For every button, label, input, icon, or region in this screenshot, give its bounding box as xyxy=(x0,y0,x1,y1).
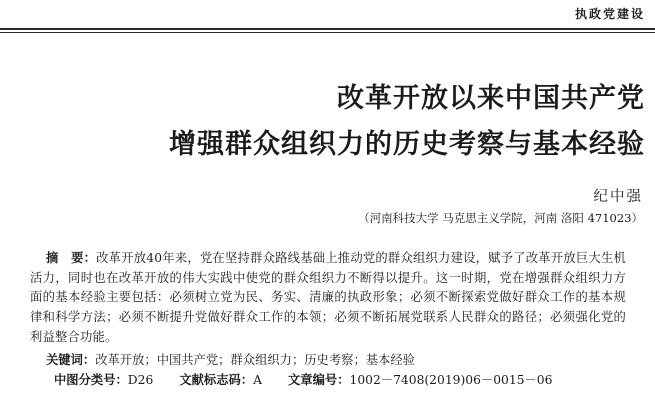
title-line-2: 增强群众组织力的历史考察与基本经验 xyxy=(169,129,645,160)
keywords-text: 改革开放；中国共产党；群众组织力；历史考察；基本经验 xyxy=(95,353,415,367)
section-tag: 执政党建设 xyxy=(574,7,645,21)
abstract-text: 改革开放40年来，党在坚持群众路线基础上推动党的群众组织力建设，赋予了改革开放巨大生机活力，同时也在改革开放的伟大实践中使党的群众组织力不断得以提升。这一时期，党在增强群众组织力方面的基本经验主要包括：必须树立党为民、务实、清廉的执政形象；必须不断探索党做好群众工作的基本规律和科学方法；必须不断提升党做好群众工作的本领；必须不断拓展党联系人民群众的路径；必须强化党的利益整合功能。 xyxy=(30,251,626,344)
clc-code: 中图分类号：D26 xyxy=(54,373,154,387)
author-name: 纪中强 xyxy=(593,189,643,205)
abstract xyxy=(30,249,626,348)
keywords xyxy=(46,350,626,368)
author-affiliation: （河南科技大学 马克思主义学院，河南 洛阳 471023） xyxy=(358,211,643,225)
classification-codes xyxy=(54,370,634,388)
document-code: 文献标志码：A xyxy=(179,373,262,387)
header-rule xyxy=(0,28,655,30)
abstract-label: 摘 要： xyxy=(46,251,97,265)
article-number: 文章编号：1002－7408(2019)06－0015－06 xyxy=(288,373,553,387)
keywords-label: 关键词： xyxy=(46,353,96,367)
header-rule-thin xyxy=(0,32,655,33)
title-line-1: 改革开放以来中国共产党 xyxy=(337,83,645,114)
